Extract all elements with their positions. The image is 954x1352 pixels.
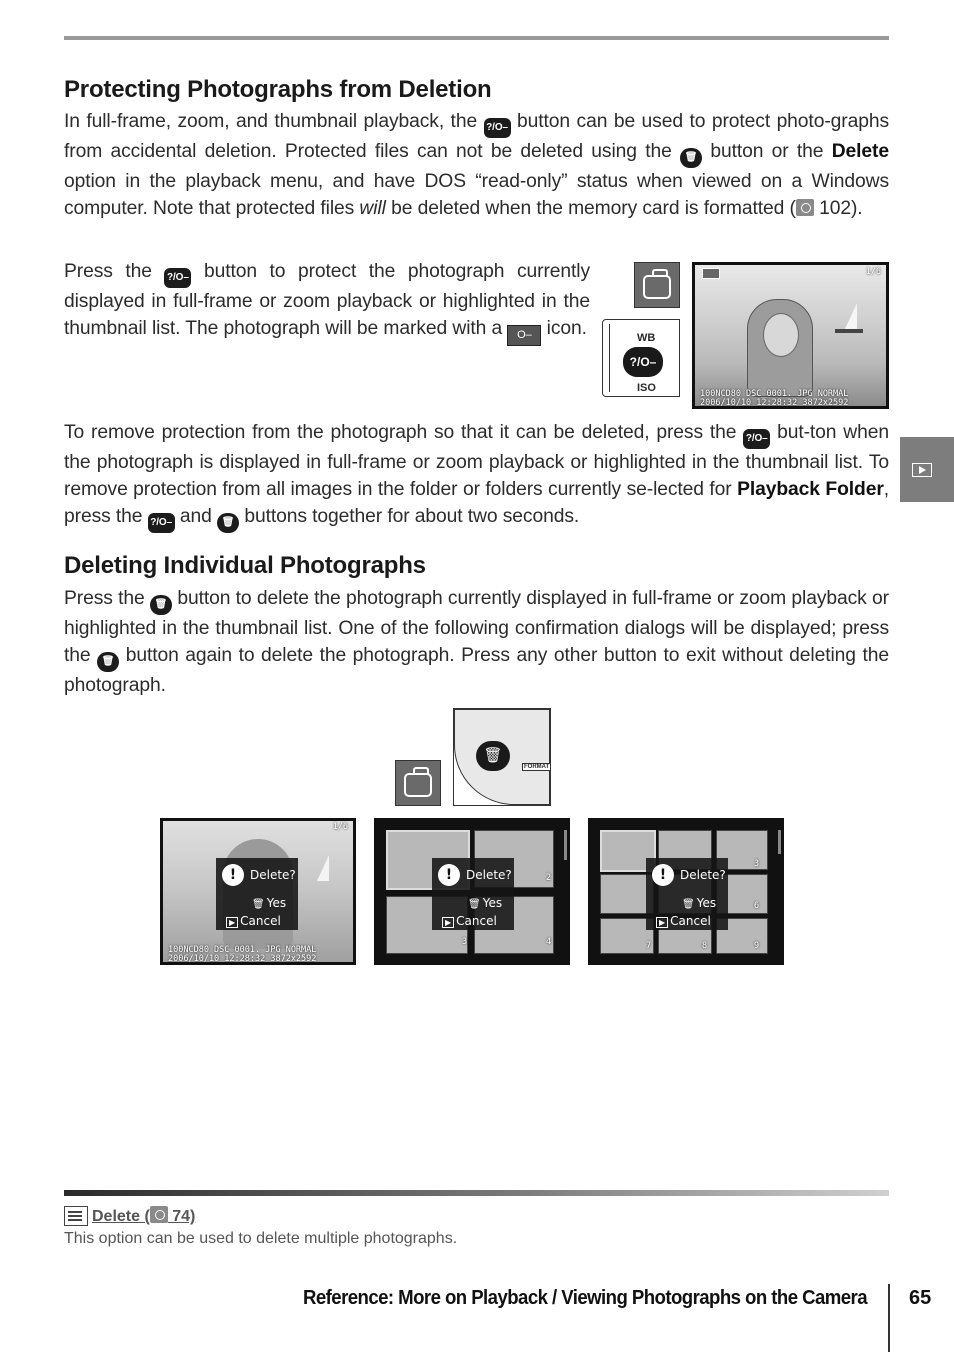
trash-button-icon: 🗑 xyxy=(680,148,702,168)
delete-confirm-dialog: ! Delete? 🗑 Yes ▶ Cancel xyxy=(432,858,514,930)
delete-confirm-dialog: ! Delete? 🗑 Yes ▶ Cancel xyxy=(646,858,728,930)
warning-icon: ! xyxy=(438,864,460,886)
delete-confirm-dialog: ! Delete? 🗑 Yes ▶ Cancel xyxy=(216,858,298,930)
reference-icon xyxy=(796,199,814,216)
footer-title: Reference: More on Playback / Viewing Photographs on the Camera xyxy=(303,1287,868,1309)
footer-divider xyxy=(888,1284,890,1352)
camera-back-buttons: WB ?/O– ISO xyxy=(602,319,680,397)
protected-key-icon: O– xyxy=(507,325,541,346)
delete-dialog-four-thumbnails: 2 3 4 ! Delete? 🗑 Yes ▶ Cancel xyxy=(374,818,570,965)
paragraph-protect-press: Press the ?/O– button to protect the photograph currently displayed in full-frame or zoom playback or highlighted in the thumbnail list. The photograph will be marked with a O– icon. xyxy=(64,258,590,346)
top-rule xyxy=(64,36,889,40)
paragraph-remove-protection: To remove protection from the photograph so that it can be deleted, press the ?/O– but-ton when the photograph is displayed in full-frame or zoom playback or highlighted in the thumbnail list. To remove protection from all images in the folder or folders currently se-lected for Playback Folder, press the ?/O– and 🗑 buttons together for about two seconds. xyxy=(64,419,889,533)
trash-button-icon: 🗑 xyxy=(97,652,119,672)
delete-dialog-nine-thumbnails: 3 6 7 8 9 ! Delete? 🗑 Yes ▶ Cancel xyxy=(588,818,784,965)
protected-key-icon xyxy=(702,268,720,279)
camera-delete-button: 🗑 FORMAT xyxy=(453,708,551,806)
paragraph-delete: Press the 🗑 button to delete the photograph currently displayed in full-frame or zoom playback or highlighted in the thumbnail list. One of the following confirmation dialogs will be displayed; press the 🗑 button again to delete the photograph. Press any other button to exit without deleting the photograph. xyxy=(64,588,890,697)
menu-icon xyxy=(64,1206,88,1226)
trash-button-icon: 🗑 xyxy=(150,595,172,615)
section-heading-protect: Protecting Photographs from Deletion xyxy=(64,76,492,103)
protect-button-icon: ?/O– xyxy=(743,429,770,449)
protect-button-icon: ?/O– xyxy=(148,513,175,533)
reference-icon xyxy=(150,1206,168,1223)
scrollbar xyxy=(778,830,781,854)
note-rule xyxy=(64,1190,889,1196)
delete-dialog-full-frame: 1/6 ! Delete? 🗑 Yes ▶ Cancel 100NCD80 DSC_0001. JPG NORMAL 2006/10/10 12:28:32 3872x2592 xyxy=(160,818,356,965)
protect-button-icon: ?/O– xyxy=(164,268,191,288)
yes-option[interactable]: 🗑 Yes xyxy=(682,896,716,910)
section-heading-delete: Deleting Individual Photographs xyxy=(64,552,426,579)
yes-option[interactable]: 🗑 Yes xyxy=(468,896,502,910)
warning-icon: ! xyxy=(222,864,244,886)
cancel-option[interactable]: ▶ Cancel xyxy=(656,914,711,928)
playback-icon xyxy=(912,463,932,477)
scrollbar xyxy=(564,830,567,860)
playback-screen-protected: 1/6 100NCD80 DSC_0001. JPG NORMAL 2006/10/10 12:28:32 3872x2592 xyxy=(692,262,889,409)
playback-camera-icon xyxy=(634,262,680,308)
page-number: 65 xyxy=(909,1287,932,1309)
playback-section-tab xyxy=(900,437,954,502)
protect-button: ?/O– xyxy=(623,347,663,377)
yes-option[interactable]: 🗑 Yes xyxy=(252,896,286,910)
cancel-option[interactable]: ▶ Cancel xyxy=(226,914,281,928)
protect-button-icon: ?/O– xyxy=(484,118,511,138)
playback-camera-icon xyxy=(395,760,441,806)
note-text: This option can be used to delete multiple photographs. xyxy=(64,1230,458,1247)
paragraph-protect-intro: In full-frame, zoom, and thumbnail playback, the ?/O– button can be used to protect photo-graphs from accidental deletion. Protected files can not be deleted using the 🗑 button or the Delete option in the playback menu, and have DOS “read-only” status when viewed on a Windows computer. Note that protected files will be deleted when the memory card is formatted ( 102). xyxy=(64,111,889,220)
warning-icon: ! xyxy=(652,864,674,886)
trash-icon: 🗑 xyxy=(476,741,510,771)
cancel-option[interactable]: ▶ Cancel xyxy=(442,914,497,928)
trash-button-icon: 🗑 xyxy=(217,513,239,533)
note-title-link[interactable]: Delete ( 74) xyxy=(92,1208,196,1225)
